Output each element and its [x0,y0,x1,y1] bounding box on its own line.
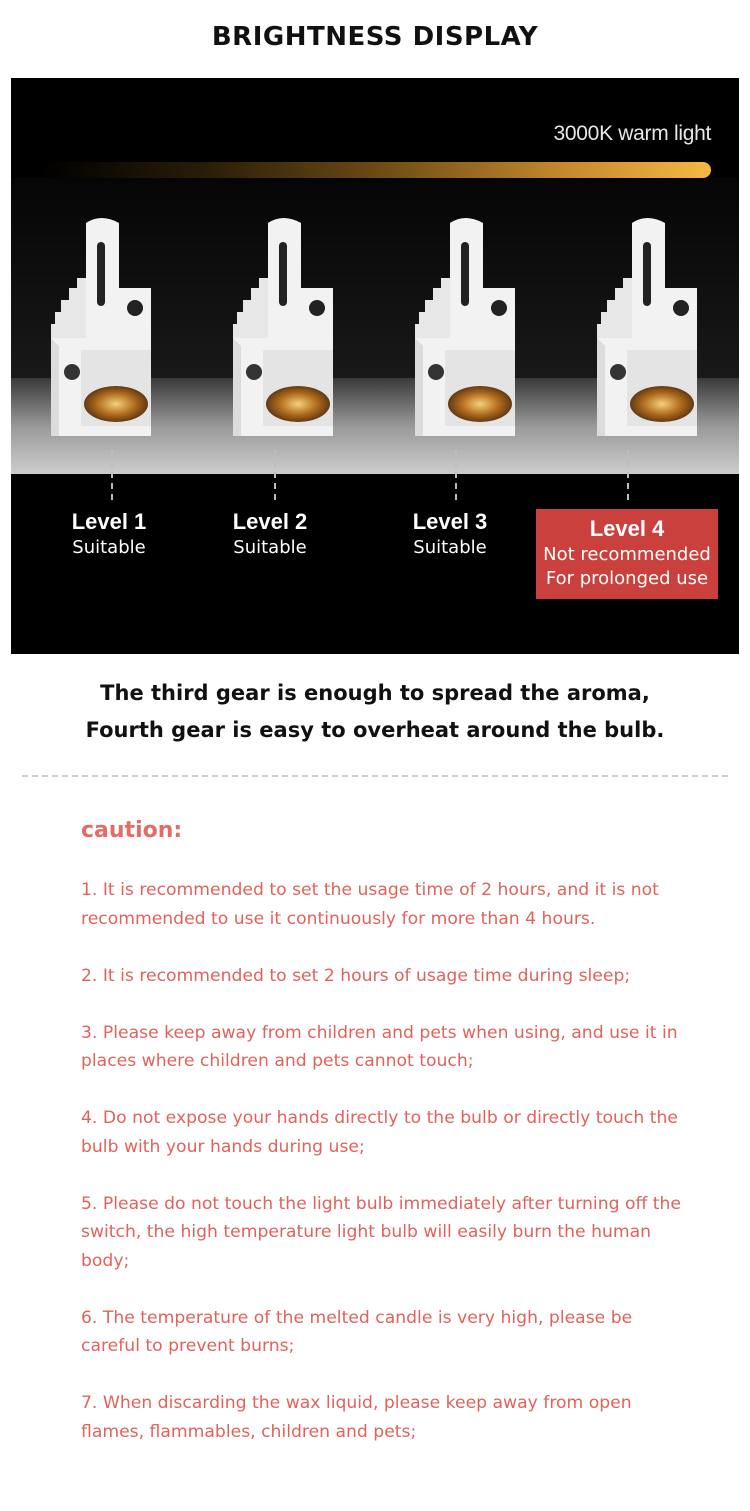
level-3-desc: Suitable [413,537,487,558]
level-4-desc-line1: Not recommended [543,544,711,565]
caution-item-3: 3. Please keep away from children and pets when using, and use it in places where children and pets cannot touch; [81,1022,678,1071]
level-2-desc: Suitable [233,537,307,558]
level-2-item [210,508,330,560]
caution-item-6: 6. The temperature of the melted candle is very high, please be careful to prevent burns; [81,1307,633,1356]
caution-item-7: 7. When discarding the wax liquid, please keep away from open flames, flammables, children and pets; [81,1393,632,1442]
level-2-name: Level 2 [232,509,308,534]
level-4-name: Level 4 [589,516,665,541]
caution-item-4: 4. Do not expose your hands directly to the bulb or directly touch the bulb with your hands during use; [81,1108,678,1157]
page-title: BRIGHTNESS DISPLAY [211,22,539,52]
level-3-name: Level 3 [412,509,488,534]
summary-text [0,675,750,749]
caution-item-5: 5. Please do not touch the light bulb immediately after turning off the switch, the high temperature light bulb will easily burn the human body; [81,1193,681,1271]
caution-heading: caution: [81,818,183,843]
level-3-item [390,508,510,560]
caution-list [81,876,691,1475]
summary-line-2: Fourth gear is easy to overheat around the bulb. [85,718,665,742]
level-4-guide-line [627,450,629,500]
level-4-desc-line2: For prolonged use [545,568,709,589]
level-1-desc: Suitable [72,537,146,558]
caution-item-2: 2. It is recommended to set 2 hours of usage time during sleep; [81,965,631,986]
level-3-guide-line [455,450,457,500]
dashed-divider [22,775,728,777]
level-2-guide-line [274,450,276,500]
product-scene [11,178,739,476]
level-1-item [49,508,169,560]
summary-line-1: The third gear is enough to spread the aroma, [100,681,650,705]
brightness-gradient-bar [41,162,711,178]
level-4-warning-box [536,509,718,599]
level-1-guide-line [111,450,113,500]
color-temperature-label: 3000K warm light [553,122,711,145]
caution-item-1: 1. It is recommended to set the usage time of 2 hours, and it is not recommended to use it continuously for more than 4 hours. [81,880,659,929]
brightness-panel [11,78,739,654]
level-1-name: Level 1 [71,509,147,534]
